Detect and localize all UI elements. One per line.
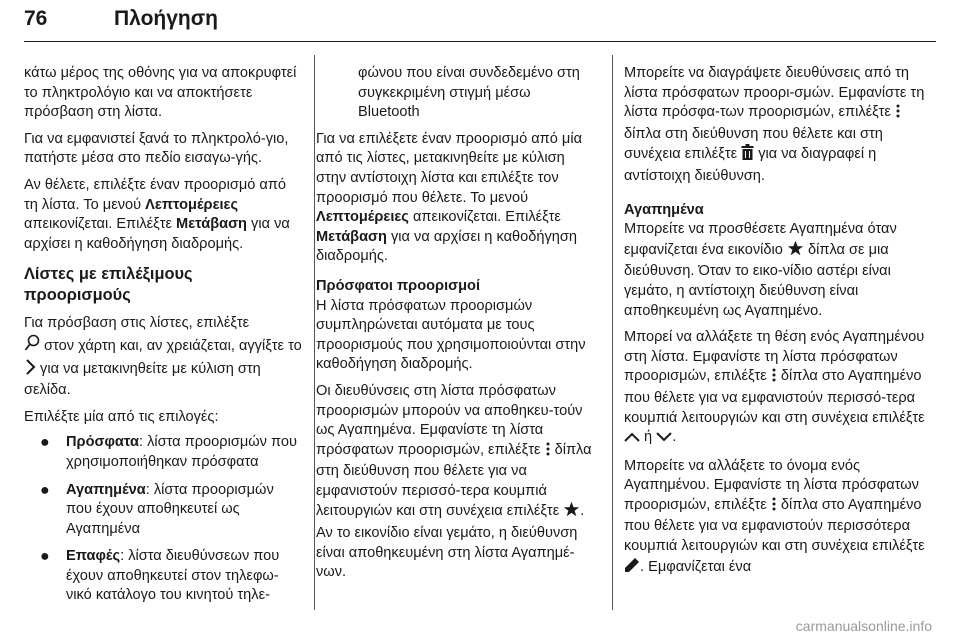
paragraph: Επιλέξτε μία από τις επιλογές: (24, 408, 219, 425)
list-item: ● Αγαπημένα: λίστα προορισμών που έχουν αποθηκευτεί ως Αγαπημένα (40, 481, 274, 537)
paragraph: κάτω μέρος της οθόνης για να αποκρυφτεί το πληκτρολόγιο και να αποκτήσετε πρόσβαση στη λίστα. (24, 65, 297, 121)
column-1 (24, 64, 302, 614)
list-item: ● Επαφές: λίστα διευθύνσεων που έχουν αποθηκευτεί στον τηλεφω-νικό κατάλογο του κινητού τηλε- (40, 548, 280, 604)
chevron-up-icon (624, 430, 640, 450)
options-list (24, 433, 302, 606)
paragraph: Μπορείτε να προσθέσετε Αγαπημένα όταν εμφανίζεται ένα εικονίδιο δίπλα σε μια διεύθυνση. Όταν το εικο-νίδιο αστέρι είναι γεμάτο, η αντίστοιχη διεύθυνση είναι αποθηκευμένη ως Αγαπημένο. (624, 221, 897, 319)
chevron-down-icon (656, 430, 672, 450)
star-icon (787, 240, 804, 263)
section-heading: Αγαπημένα (624, 201, 704, 218)
page-header (0, 0, 960, 50)
search-icon (24, 334, 40, 359)
paragraph: Αν θέλετε, επιλέξτε έναν προορισμό από τη λίστα. Το μενού Λεπτομέρειες απεικονίζεται. Επιλέξτε Μετάβαση για να αρχίσει η καθοδήγηση διαδρομής. (24, 176, 290, 252)
paragraph: Για πρόσβαση στις λίστες, επιλέξτε στον χάρτη και, αν χρειάζεται, αγγίξτε το για να μετακινηθείτε με κύλιση στη σελίδα. (24, 315, 302, 399)
column-2 (316, 64, 596, 590)
more-vertical-icon (895, 104, 901, 125)
pencil-icon (624, 557, 640, 580)
page-number: 76 (24, 7, 48, 30)
paragraph: Μπορεί να αλλάξετε τη θέση ενός Αγαπημένου στη λίστα. Εμφανίστε τη λίστα πρόσφατων προορισμών, επιλέξτε δίπλα στο Αγαπημένο που θέλετε για να εμφανιστούν περισσό-τερα κουμπιά λειτουργιών και στη συνέχεια επιλέξτε ή . (624, 328, 938, 450)
column-3 (624, 64, 938, 586)
watermark: carmanualsonline.info (795, 618, 932, 634)
paragraph: Μπορείτε να διαγράψετε διευθύνσεις από τη λίστα πρόσφατων προορι-σμών. Εμφανίστε τη λίστα πρόσφα-των προορισμών, επιλέξτε δίπλα στη διεύθυνση που θέλετε και στη συνέχεια επιλέξτε για να διαγραφεί η αντίστοιχη διεύθυνση. (624, 65, 925, 184)
list-item: ● Πρόσφατα: λίστα προορισμών που χρησιμοποιήθηκαν πρόσφατα (40, 434, 297, 470)
column-divider (612, 55, 613, 610)
header-rule (24, 41, 936, 42)
section-heading: Πρόσφατοι προορισμοί (316, 277, 481, 294)
trash-icon (741, 144, 754, 167)
page-title: Πλοήγηση (114, 7, 218, 30)
star-icon (563, 501, 580, 524)
chevron-right-icon (24, 359, 36, 382)
paragraph: Μπορείτε να αλλάξετε το όνομα ενός Αγαπημένου. Εμφανίστε τη λίστα πρόσφατων προορισμών, επιλέξτε δίπλα στο Αγαπημένο που θέλετε για να εμφανιστούν περισσότερα κουμπιά λειτουργιών και στη συνέχεια επιλέξτε . Εμφανίζεται ένα (624, 457, 938, 580)
paragraph: Οι διευθύνσεις στη λίστα πρόσφατων προορισμών μπορούν να αποθηκευ-τούν ως Αγαπημένα. Εμφανίστε τη λίστα πρόσφατων προορισμών, επιλέξτε δίπλα στη διεύθυνση που θέλετε για να εμφανιστούν περισσό-τερα κουμπιά λειτουργιών και στη συνέχεια επιλέξτε . Αν το εικονίδιο είναι γεμάτο, η διεύθυνση είναι αποθηκευμένη στη λίστα Αγαπημέ-νων. (316, 382, 592, 581)
paragraph: φώνου που είναι συνδεδεμένο στη συγκεκριμένη στιγμή μέσω Bluetooth (358, 65, 580, 121)
paragraph: Για να επιλέξετε έναν προορισμό από μία από τις λίστες, μετακινηθείτε με κύλιση στην αντίστοιχη λίστα και επιλέξτε τον προορισμό που θέλετε. Το μενού Λεπτομέρειες απεικονίζεται. Επιλέξτε Μετάβαση για να αρχίσει η καθοδήγηση διαδρομής. (316, 130, 583, 265)
paragraph: Η λίστα πρόσφατων προορισμών συμπληρώνεται αυτόματα με τους προορισμούς που χρησιμοποιούνται στην καθοδήγηση διαδρομής. (316, 297, 586, 373)
paragraph: Για να εμφανιστεί ξανά το πληκτρολό-γιο, πατήστε μέσα στο πεδίο εισαγω-γής. (24, 130, 289, 167)
section-heading: Λίστες με επιλέξιμους προορισμούς (24, 265, 193, 305)
column-divider (314, 55, 315, 610)
